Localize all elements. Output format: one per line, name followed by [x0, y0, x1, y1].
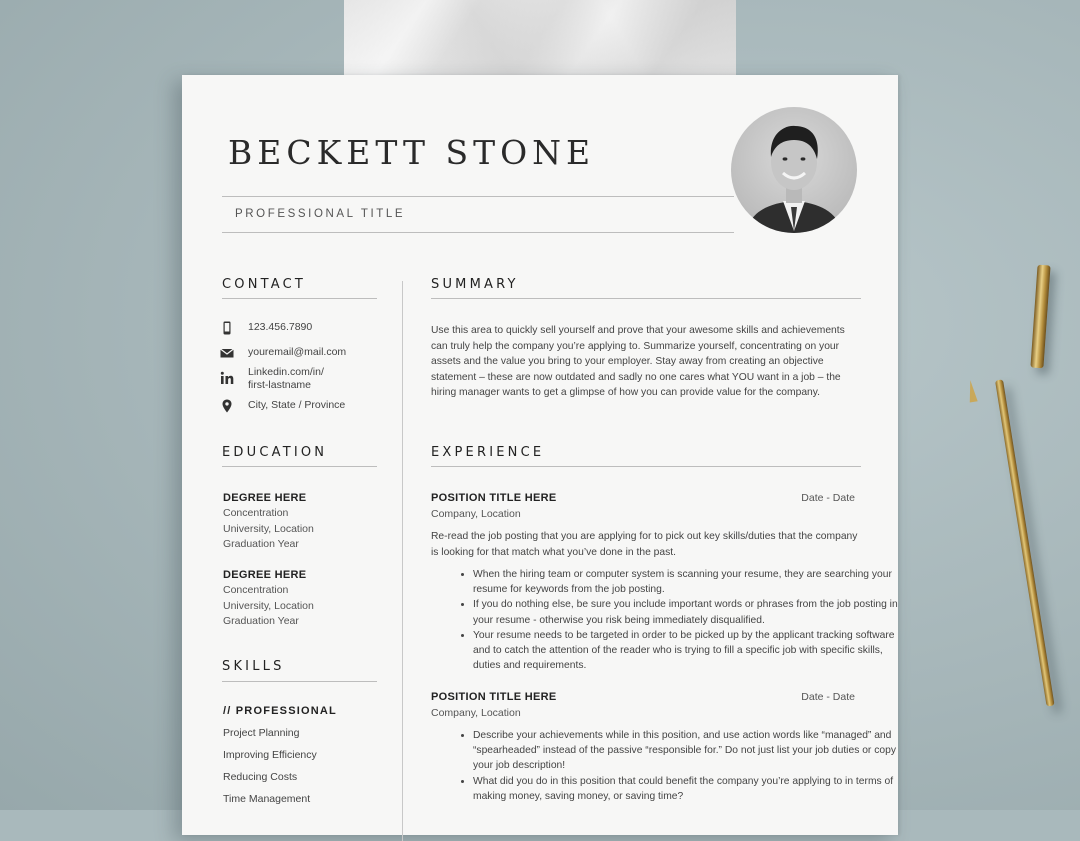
degree: DEGREE HERE	[223, 569, 307, 581]
envelope-icon	[220, 346, 234, 360]
contact-phone-text: 123.456.7890	[248, 321, 313, 333]
contact-heading: CONTACT	[222, 277, 307, 292]
summary-rule	[431, 298, 861, 299]
job-intro: Re-read the job posting that you are applying for to pick out key skills/duties that the company is looking for that match what you’ve done in the past.	[431, 531, 858, 558]
contact-location-text: City, State / Province	[248, 399, 346, 411]
experience-heading: EXPERIENCE	[431, 445, 545, 460]
profile-photo	[731, 107, 857, 233]
education-entry	[223, 492, 314, 553]
job-company: Company, Location	[431, 508, 521, 520]
education-entry	[223, 569, 314, 630]
list-item: • Your resume needs to be targeted in order to be picked up by the applicant tracking software and to catch the attention of the reader who is trying to fill a specific job with specific skills, duties and requirements.	[473, 628, 905, 674]
skill-item: Reducing Costs	[223, 771, 298, 783]
list-item: • Describe your achievements while in this position, and use action words like “managed” and “spearheaded” instead of the passive “responsible for.” Do not just list your job duties or copy your job description!	[473, 728, 905, 774]
map-pin-icon	[220, 399, 234, 413]
job-bullets	[431, 567, 905, 673]
skill-item: Time Management	[223, 793, 311, 805]
concentration: Concentration	[223, 507, 289, 519]
contact-email-text: youremail@mail.com	[248, 346, 347, 358]
candidate-name: BECKETT STONE	[228, 133, 596, 172]
contact-location	[220, 399, 345, 413]
contact-rule	[222, 298, 377, 299]
professional-title: PROFESSIONAL TITLE	[235, 208, 406, 220]
contact-linkedin	[220, 366, 324, 392]
job-date: Date - Date	[801, 691, 855, 703]
resume-page	[182, 75, 898, 835]
list-item: • If you do nothing else, be sure you include important words or phrases from the job posting in your resume - otherwise you risk being immediately disqualified.	[473, 597, 905, 627]
contact-linkedin-text: Linkedin.com/in/ first-lastname	[248, 366, 324, 391]
experience-rule	[431, 466, 861, 467]
graduation-year: Graduation Year	[223, 538, 299, 550]
job-company: Company, Location	[431, 707, 521, 719]
university: University, Location	[223, 522, 314, 535]
education-rule	[222, 466, 377, 467]
summary-text: Use this area to quickly sell yourself and prove that your awesome skills and achievements can truly help the company you’re applying to. Summarize yourself, concentrating on your assets and the value you bring to your employer. Stay away from creating an objective statement – these are now outdated and sadly no one cares what YOU want in a job – the hiring manager wants to get a glimpse of how you can provide value for the company.	[431, 325, 845, 398]
job-bullets	[431, 728, 905, 804]
skill-item: Project Planning	[223, 727, 300, 739]
degree: DEGREE HERE	[223, 492, 307, 504]
list-item: • What did you do in this position that could benefit the company you’re applying to in terms of making money, saving money, or saving time?	[473, 774, 905, 804]
skills-heading: SKILLS	[222, 659, 285, 674]
job-date: Date - Date	[801, 492, 855, 504]
title-rule-bottom	[222, 232, 734, 233]
contact-email	[220, 346, 346, 360]
list-item: • When the hiring team or computer system is scanning your resume, they are searching your resume for keywords from the job posting.	[473, 567, 905, 597]
concentration: Concentration	[223, 584, 289, 596]
summary-heading: SUMMARY	[431, 277, 519, 292]
contact-phone	[220, 321, 312, 335]
skills-rule	[222, 681, 377, 682]
university: University, Location	[223, 599, 314, 612]
skill-item: Improving Efficiency	[223, 749, 317, 761]
title-rule-top	[222, 196, 734, 197]
graduation-year: Graduation Year	[223, 615, 299, 627]
position-title: POSITION TITLE HERE	[431, 492, 557, 504]
linkedin-icon	[220, 371, 234, 385]
position-title: POSITION TITLE HERE	[431, 691, 557, 703]
column-divider	[402, 281, 403, 841]
phone-icon	[220, 321, 234, 335]
skills-subheading: // PROFESSIONAL	[223, 705, 337, 717]
education-heading: EDUCATION	[222, 445, 328, 460]
